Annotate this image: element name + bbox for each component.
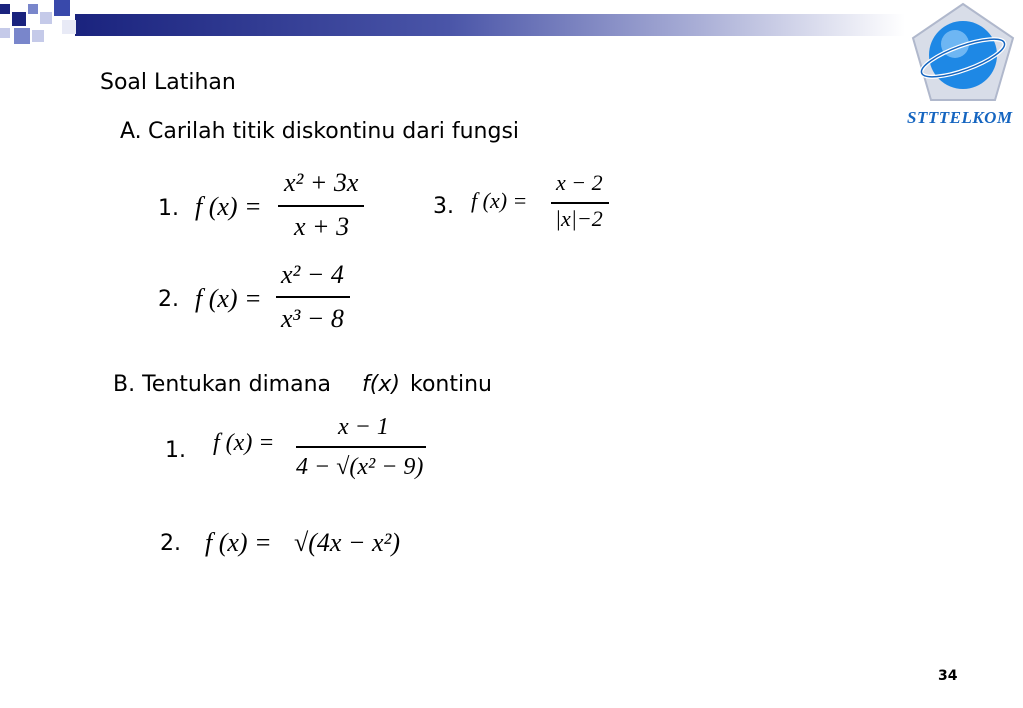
problem-a1-lhs: f (x) = [195, 192, 262, 221]
problem-a2-number: 2. [158, 287, 179, 312]
section-b-suffix: kontinu [410, 372, 492, 397]
problem-b2-number: 2. [160, 531, 181, 556]
section-a-letter: A. [120, 119, 142, 144]
problem-b1-denominator: 4 − √(x² − 9) [296, 454, 424, 480]
sttelkom-logo [903, 0, 1023, 130]
section-b-prefix: B. Tentukan dimana [113, 372, 332, 397]
problem-a2-numerator: x² − 4 [281, 260, 344, 289]
header-gradient-bar [75, 14, 905, 36]
problem-a2-lhs: f (x) = [195, 284, 262, 313]
problem-a1-denominator: x + 3 [294, 212, 350, 241]
problem-a3-number: 3. [433, 194, 454, 219]
problem-a1-numerator: x² + 3x [284, 168, 359, 197]
problem-b2-lhs: f (x) = [205, 528, 272, 557]
problem-a3-denominator: |x|−2 [555, 206, 603, 231]
section-a-text: Carilah titik diskontinu dari fungsi [148, 119, 520, 144]
page-number: 34 [938, 668, 958, 684]
problem-a1-fraction-bar [278, 205, 364, 207]
problem-b1-lhs: f (x) = [213, 430, 275, 456]
slide-title: Soal Latihan [100, 70, 236, 95]
problem-a3-numerator: x − 2 [556, 170, 603, 195]
problem-b1-fraction-bar [296, 446, 426, 448]
problem-b1-numerator: x − 1 [338, 414, 389, 440]
problem-a3-fraction-bar [551, 202, 609, 204]
problem-b1-number: 1. [165, 438, 186, 463]
section-b-fx: f(x) [362, 372, 400, 397]
problem-a3-lhs: f (x) = [471, 188, 528, 213]
problem-a2-fraction-bar [276, 296, 350, 298]
problem-a2-denominator: x³ − 8 [281, 304, 344, 333]
logo-text: STTTELKOM [907, 108, 1013, 127]
problem-b2-expression: √(4x − x²) [294, 528, 401, 557]
header-square-decoration [0, 0, 80, 55]
problem-a1-number: 1. [158, 196, 179, 221]
